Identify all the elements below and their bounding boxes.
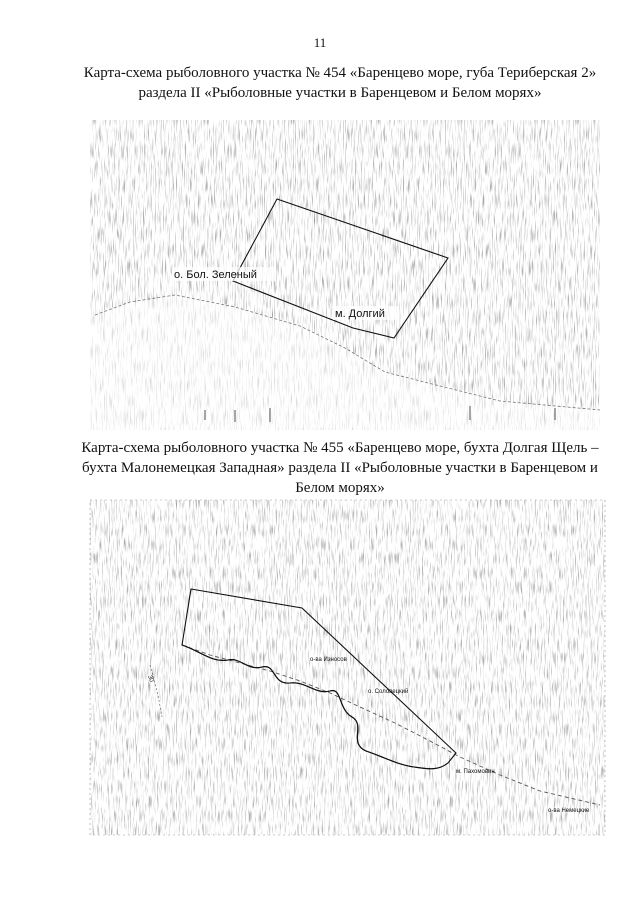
depth-label: 30: [146, 674, 155, 683]
map-455-drawing: [0, 495, 640, 840]
map-454-drawing: [0, 110, 640, 430]
cape-label: м. Долгий: [335, 308, 385, 320]
map-454-caption: Карта-схема рыболовного участка № 454 «Баренцево море, губа Териберская 2» раздела II «Рыболовные участки в Баренцевом и Белом морях»: [83, 65, 597, 101]
map-454: [0, 110, 640, 430]
map-455-caption: Карта-схема рыболовного участка № 455 «Баренцево море, бухта Долгая Щель – бухта Малонемецкая Западная» раздела II «Рыболовные участки в Баренцевом и Белом морях»: [81, 440, 599, 496]
island-2-label: о. Соловецкий: [368, 689, 409, 695]
sea-texture: [90, 500, 605, 835]
island-1-label: о-ва Износов: [310, 657, 347, 663]
islands-east-label: о-ва Немецкие: [548, 808, 590, 814]
cape-label: м. Пахомовин: [456, 769, 495, 775]
island-label: о. Бол. Зеленый: [174, 269, 257, 281]
map-455: [0, 495, 640, 840]
page-number: 11: [313, 35, 327, 50]
